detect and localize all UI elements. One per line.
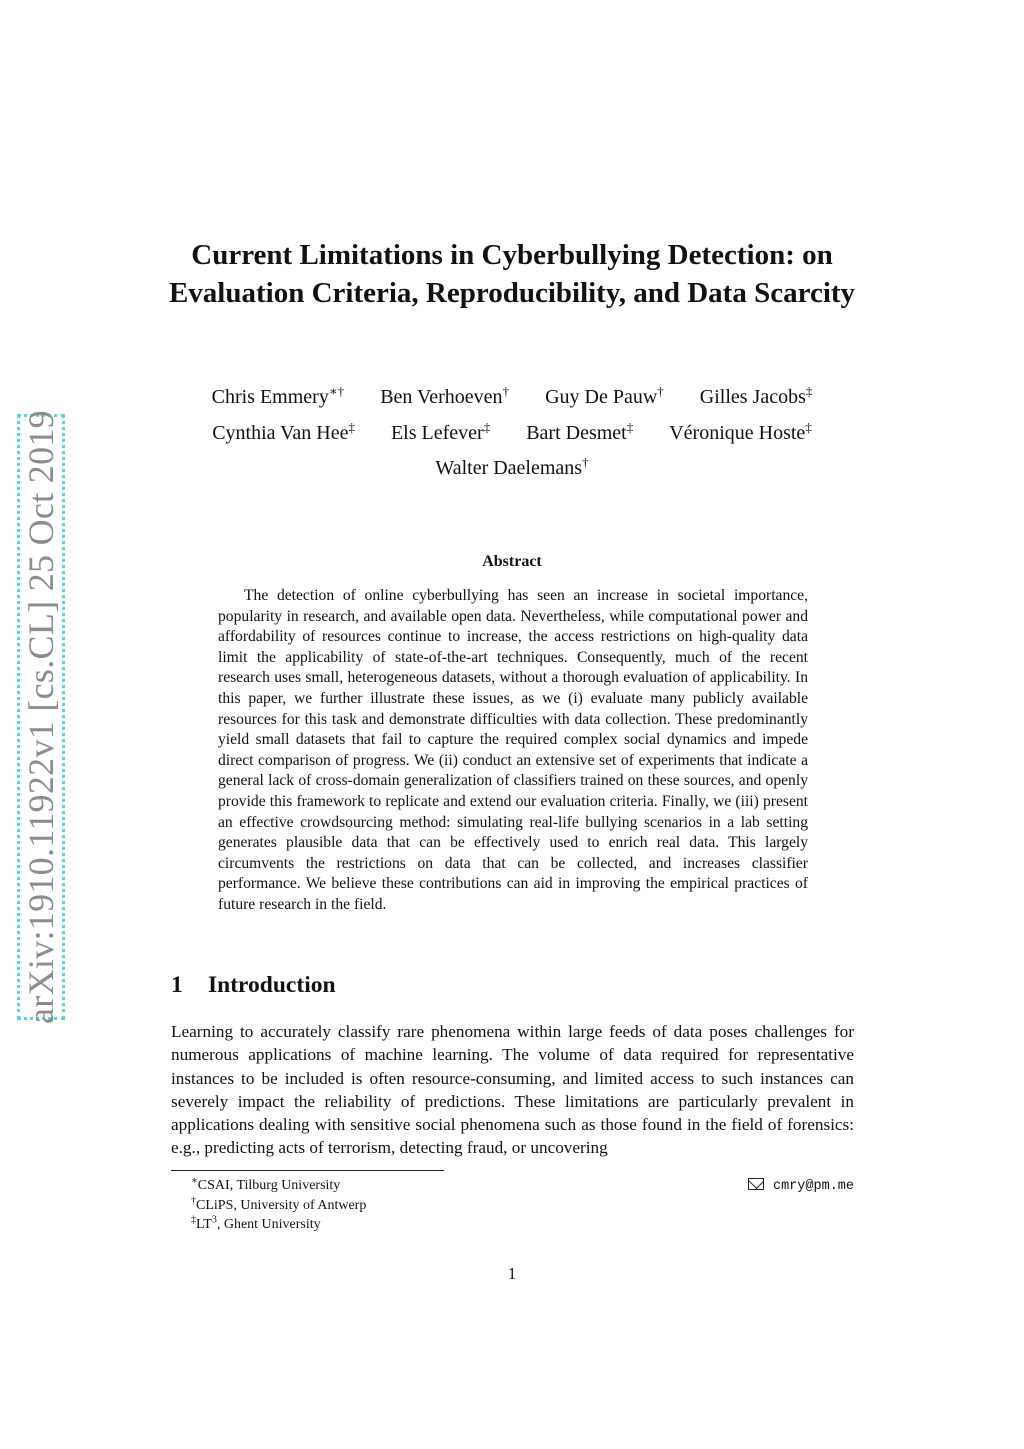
section-number: 1 [171,972,183,998]
author-row-3 [170,456,854,480]
page-number: 1 [507,1264,517,1283]
author: Cynthia Van Hee‡ [212,419,355,444]
author: Chris Emmery∗† [211,383,345,408]
footnote: †CLiPS, University of Antwerp [191,1194,367,1213]
footnote-divider [171,1170,444,1171]
footnotes [191,1176,366,1235]
author: Bart Desmet‡ [526,419,634,444]
author: Gilles Jacobs‡ [699,383,813,408]
footnote: $^\ddagger LT^3$, Ghent University [191,1214,321,1232]
author-row-2 [170,421,854,445]
envelope-icon [748,1178,764,1190]
author: Ben Verhoeven† [380,383,510,408]
paper-title: Current Limitations in Cyberbullying Detection: on Evaluation Criteria, Reproducibility, and Data Scarcity [168,239,856,309]
footnote: ∗CSAI, Tilburg University [191,1175,341,1193]
section-heading [171,972,336,999]
author-row-1 [170,385,854,409]
abstract-text: The detection of online cyberbullying has seen an increase in societal importance, popularity in research, and available open data. Nevertheless, while computational power and affordability of resources continue to increase, the access restrictions on high-quality data limit the applicability of state-of-the-art techniques. Consequently, much of the recent research uses small, heterogeneous datasets, without a thorough evaluation of applicability. In this paper, we further illustrate these issues, as we (i) evaluate many publicly available resources for this task and demonstrate difficulties with data collection. These predominantly yield small datasets that fail to capture the required complex social dynamics and impede direct comparison of progress. We (ii) conduct an extensive set of experiments that indicate a general lack of cross-domain generalization of classifiers trained on these sources, and openly provide this framework to replicate and extend our evaluation criteria. Finally, we (iii) present an effective crowdsourcing method: simulating real-life bullying scenarios in a lab setting generates plausible data that can be effectively used to enrich real data. This largely circumvents the restrictions on data that can be collected, and increases classifier performance. We believe these contributions can aid in improving the empirical practices of future research in the field. [218,587,808,913]
introduction-text: Learning to accurately classify rare phenomena within large feeds of data poses challenges for numerous applications of machine learning. The volume of data required for representative instances to be included is often resource-consuming, and limited access to such instances can severely impact the reliability of predictions. These limitations are particularly prevalent in applications dealing with sensitive social phenomena such as those found in the field of forensics: e.g., predicting acts of terrorism, detecting fraud, or uncovering [171,1022,854,1158]
section-title: Introduction [208,972,336,998]
author: Walter Daelemans† [435,454,589,479]
abstract-heading: Abstract [482,553,542,570]
arxiv-identifier[interactable]: arXiv:1910.11922v1 [cs.CL] 25 Oct 2019 [21,410,61,1024]
author: Guy De Pauw† [545,383,664,408]
author: Els Lefever‡ [390,419,491,444]
author: Véronique Hoste‡ [669,419,812,444]
contact-email[interactable] [748,1176,854,1197]
arxiv-stamp [17,410,65,1024]
email-address[interactable]: cmry@pm.me [772,1179,854,1194]
